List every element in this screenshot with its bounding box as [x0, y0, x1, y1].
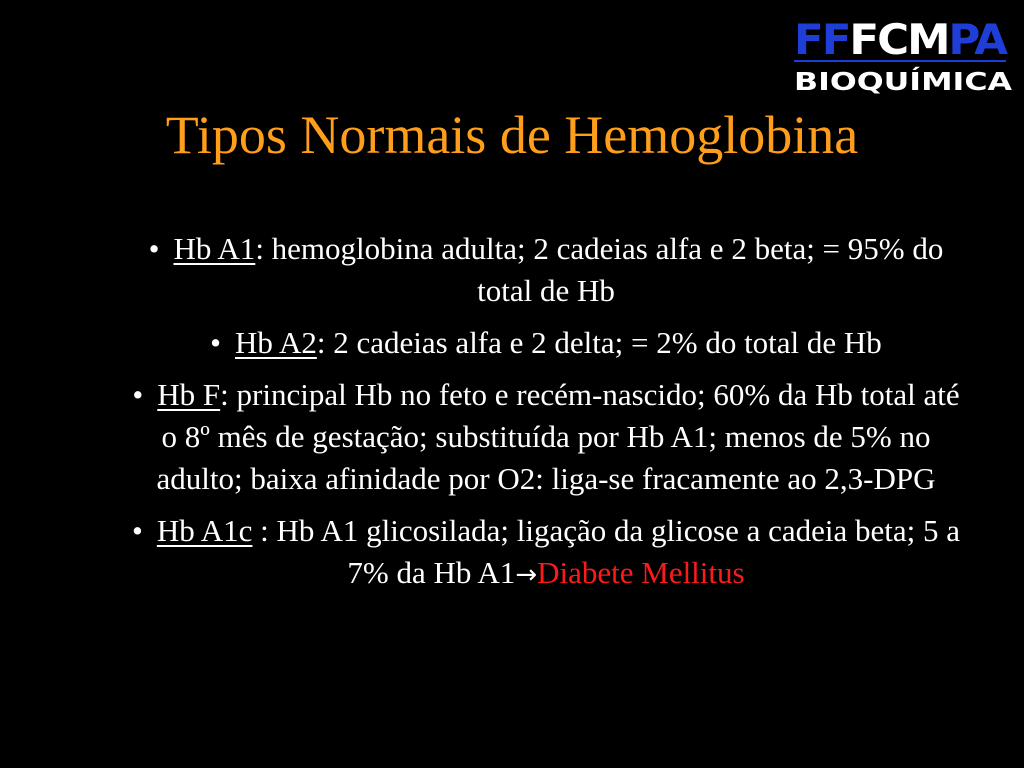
logo-subtitle: BIOQUÍMICA [794, 67, 1013, 96]
bullet-term: Hb A2 [235, 325, 317, 360]
logo-letter: F [849, 15, 877, 64]
bullet-text: : hemoglobina adulta; 2 cadeias alfa e 2 beta; = 95% do total de Hb [255, 231, 944, 308]
bullet-text: : Hb A1 glicosilada; ligação da glicose a cadeia beta; 5 a 7% da Hb A1 [252, 513, 960, 590]
logo-rule [794, 60, 1006, 62]
bullet-item-hb-a2 [90, 322, 968, 364]
bullet-dot: • [131, 513, 143, 548]
bullet-text: : 2 cadeias alfa e 2 delta; = 2% do total de Hb [316, 325, 882, 360]
bullet-item-hb-a1 [90, 228, 968, 312]
fffcmpa-bioquimica-logo [788, 10, 1018, 100]
bullet-list [90, 228, 968, 606]
logo-letter: P [948, 15, 974, 64]
slide-title: Tipos Normais de Hemoglobina [165, 105, 859, 165]
highlight-diabetes: Diabete Mellitus [537, 555, 745, 590]
logo-letter: A [974, 15, 1005, 64]
bullet-dot: • [148, 231, 160, 266]
bullet-term: Hb A1c [156, 513, 253, 548]
logo-letter: C [877, 15, 907, 64]
logo-letter: F [821, 15, 849, 64]
logo-letter: F [794, 15, 821, 64]
logo-letter: M [907, 15, 947, 64]
bullet-term: Hb A1 [173, 231, 256, 266]
bullet-dot: • [210, 325, 222, 360]
arrow-right-icon: → [515, 560, 538, 590]
bullet-dot: • [132, 377, 144, 412]
bullet-item-hb-f [90, 374, 968, 500]
bullet-text: : principal Hb no feto e recém-nascido; 60% da Hb total até o 8º mês de gestação; substituída por Hb A1; menos de 5% no adulto; baixa afinidade por O2: liga-se fracamente ao 2,3-DPG [156, 377, 960, 496]
logo-graphic [788, 10, 1018, 100]
logo-wordmark [794, 15, 1009, 64]
bullet-item-hb-a1c [90, 510, 968, 596]
bullet-term: Hb F [157, 377, 221, 412]
